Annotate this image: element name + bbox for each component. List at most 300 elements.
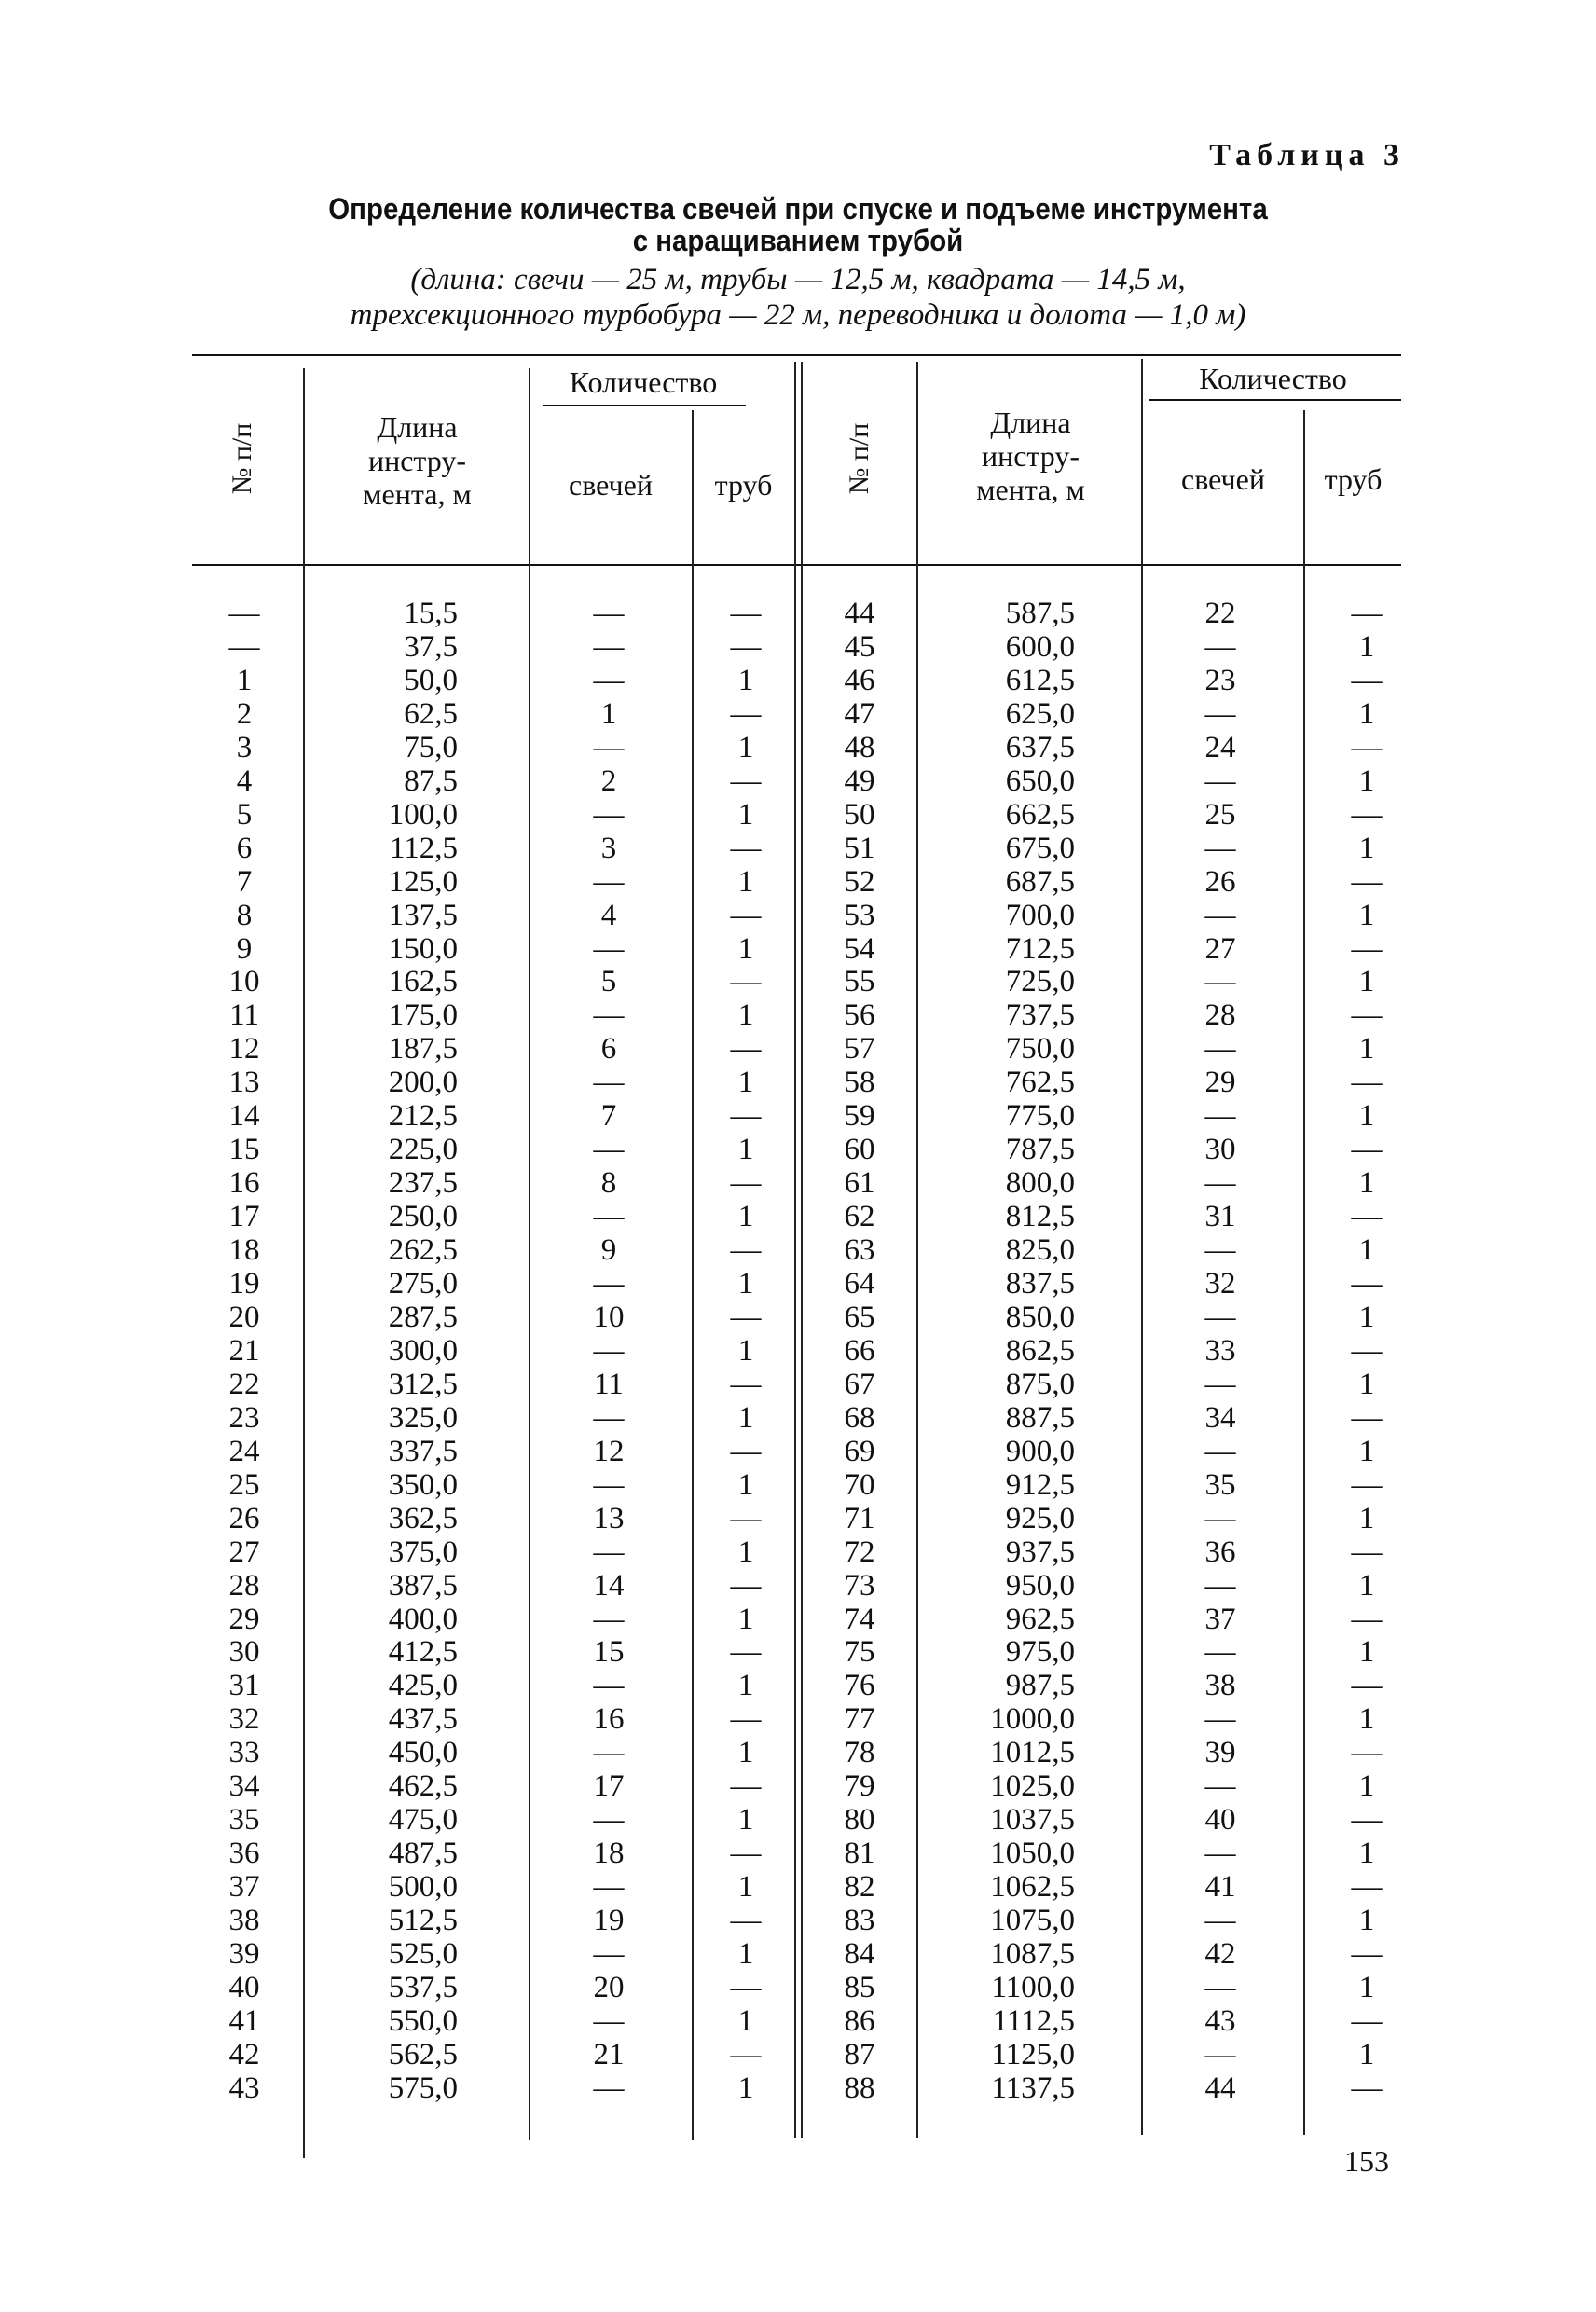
row-number: 70 [844,1467,875,1502]
tool-length: 762,5 [1005,1066,1075,1100]
tool-length: 1062,5 [990,1870,1075,1905]
row-number: 15 [228,1133,260,1167]
tool-length: 787,5 [1005,1133,1075,1167]
tool-length: 662,5 [1005,797,1075,832]
pipes-count: 1 [737,663,754,697]
pipes-count: — [1351,1870,1383,1905]
tool-length: 150,0 [388,931,458,966]
pipes-count: 1 [1358,1702,1375,1737]
tool-length: 612,5 [1005,663,1075,697]
tool-length: 325,0 [388,1400,458,1435]
tool-length: 975,0 [1005,1635,1075,1670]
pipes-count: — [1351,2071,1383,2105]
stands-count: — [1204,1635,1236,1670]
stands-count: 1 [600,696,617,731]
tool-length: 737,5 [1005,998,1075,1033]
pipes-count: 1 [737,931,754,966]
stands-count: — [1204,898,1236,932]
tool-length: 512,5 [388,1904,458,1938]
stands-count: 23 [1204,663,1236,697]
pipes-count: 1 [737,1669,754,1703]
tool-length: 287,5 [388,1300,458,1334]
stands-count: 40 [1204,1803,1236,1837]
tool-length: 1087,5 [990,1937,1075,1971]
pipes-count: — [730,1568,762,1603]
stands-count: 44 [1204,2071,1236,2105]
row-number: 46 [844,663,875,697]
stands-count: 30 [1204,1133,1236,1167]
pipes-count: 1 [1358,1501,1375,1535]
pipes-count: 1 [737,1870,754,1905]
tool-length: 725,0 [1005,965,1075,999]
pipes-count: — [730,965,762,999]
tool-length: 687,5 [1005,864,1075,899]
pipes-count: — [1351,1267,1383,1300]
tool-length: 912,5 [1005,1467,1075,1502]
tool-length: 337,5 [388,1434,458,1468]
row-number: 78 [844,1736,875,1770]
pipes-count: 1 [1358,831,1375,865]
header-bottom-rule [192,564,1401,566]
pipes-count: — [730,696,762,731]
row-number: 32 [228,1702,260,1737]
stands-count: 28 [1204,998,1236,1033]
tool-length: 575,0 [388,2071,458,2105]
stands-count: — [593,1133,625,1167]
tool-length: 937,5 [1005,1534,1075,1569]
tool-length: 637,5 [1005,730,1075,764]
pipes-count: — [1351,1602,1383,1636]
row-number: 35 [228,1803,260,1837]
pipes-count: — [730,898,762,932]
table-top-rule [192,354,1401,356]
stands-count: — [1204,831,1236,865]
tool-length: 50,0 [404,663,458,697]
pipes-count: 1 [1358,1434,1375,1468]
stands-count: — [593,597,625,630]
tool-length: 237,5 [388,1166,458,1201]
row-number: 27 [228,1534,260,1569]
row-number: 88 [844,2071,875,2105]
stands-count: — [593,730,625,764]
pipes-count: — [1351,1200,1383,1234]
tool-length: 550,0 [388,2003,458,2038]
row-number: 11 [229,998,259,1033]
tool-length: 462,5 [388,1769,458,1804]
row-number: 10 [228,965,260,999]
row-number: 25 [228,1467,260,1502]
pipes-count: — [1351,797,1383,832]
tool-length: 812,5 [1005,1200,1075,1234]
header-length-line: мента, м [363,477,472,511]
row-number: 29 [228,1602,260,1636]
table-title-line-1: Определение количества свечей при спуске и подъеме инструмента [328,192,1268,226]
tool-length: 362,5 [388,1501,458,1535]
pipes-count: — [730,1099,762,1134]
stands-count: 17 [593,1769,625,1804]
tool-length: 15,5 [404,597,458,630]
pipes-count: 1 [737,1267,754,1300]
pipes-count: 1 [1358,898,1375,932]
pipes-count: — [1351,931,1383,966]
stands-count: — [1204,1702,1236,1737]
tool-length: 837,5 [1005,1267,1075,1300]
pipes-count: — [1351,1333,1383,1368]
row-number: 58 [844,1066,875,1100]
row-number: 61 [844,1166,875,1201]
stands-count: — [593,1066,625,1100]
pipes-count: — [1351,998,1383,1033]
row-number: 63 [844,1233,875,1268]
stands-count: — [593,629,625,664]
tool-length: 312,5 [388,1367,458,1401]
row-number: 86 [844,2003,875,2038]
stands-count: 13 [593,1501,625,1535]
tool-length: 112,5 [389,831,458,865]
header-length-line: Длина [990,406,1071,439]
row-number: 39 [228,1937,260,1971]
tool-length: 500,0 [388,1870,458,1905]
stands-count: 19 [593,1904,625,1938]
header-length-line: инстру- [367,444,467,477]
tool-length: 1137,5 [991,2071,1075,2105]
tool-length: 212,5 [388,1099,458,1134]
stands-count: 22 [1204,597,1236,630]
tool-length: 1050,0 [990,1837,1075,1871]
pipes-count: 1 [1358,629,1375,664]
row-number: 68 [844,1400,875,1435]
row-number: 6 [236,831,253,865]
row-number: 14 [228,1099,260,1134]
stands-count: — [1204,1367,1236,1401]
stands-count: — [593,1400,625,1435]
tool-length: 375,0 [388,1534,458,1569]
row-number: 22 [228,1367,260,1401]
tool-length: 125,0 [388,864,458,899]
row-number: 8 [236,898,253,932]
pipes-count: — [730,1837,762,1871]
stands-count: 26 [1204,864,1236,899]
tool-length: 100,0 [388,797,458,832]
row-number: 1 [236,663,253,697]
stands-count: 2 [600,764,617,798]
tool-length: 1012,5 [990,1736,1075,1770]
tool-length: 425,0 [388,1669,458,1703]
row-number: 80 [844,1803,875,1837]
tool-length: 300,0 [388,1333,458,1368]
tool-length: 475,0 [388,1803,458,1837]
header-length-line: Длина [377,410,458,444]
pipes-count: — [1351,1066,1383,1100]
row-number: — [228,597,260,630]
stands-count: 8 [600,1166,617,1201]
stands-count: — [1204,629,1236,664]
tool-length: 587,5 [1005,597,1075,630]
header-pipes-left: труб [714,468,773,502]
pipes-count: 1 [1358,1300,1375,1334]
stands-count: 3 [600,831,617,865]
tool-length: 200,0 [388,1066,458,1100]
stands-count: — [593,2003,625,2038]
column-divider [529,368,530,2140]
table-label: Таблица 3 [1209,138,1405,172]
pipes-count: 1 [737,797,754,832]
pipes-count: 1 [737,2071,754,2105]
pipes-count: 1 [737,1066,754,1100]
row-number: 43 [228,2071,260,2105]
row-number: 24 [228,1434,260,1468]
stands-count: — [1204,965,1236,999]
tool-length: 600,0 [1005,629,1075,664]
pipes-count: — [730,1970,762,2004]
row-number: 13 [228,1066,260,1100]
row-number: 19 [228,1267,260,1300]
stands-count: 27 [1204,931,1236,966]
row-number: 20 [228,1300,260,1334]
stands-count: — [1204,1769,1236,1804]
pipes-count: — [1351,663,1383,697]
stands-count: 21 [593,2037,625,2071]
stands-count: 20 [593,1970,625,2004]
tool-length: 75,0 [404,730,458,764]
row-number: 81 [844,1837,875,1871]
header-length-left [308,410,527,511]
header-number-right: № п/п [844,422,874,495]
tool-length: 62,5 [404,696,458,731]
row-number: 52 [844,864,875,899]
stands-count: — [1204,2037,1236,2071]
row-number: 21 [228,1333,260,1368]
tool-length: 1037,5 [990,1803,1075,1837]
row-number: 84 [844,1937,875,1971]
row-number: 18 [228,1233,260,1268]
row-number: 74 [844,1602,875,1636]
tool-length: 487,5 [388,1837,458,1871]
pipes-count: — [1351,730,1383,764]
stands-count: — [593,1736,625,1770]
row-number: 26 [228,1501,260,1535]
pipes-count: 1 [737,1333,754,1368]
row-number: 41 [228,2003,260,2038]
header-stands-right: свечей [1181,462,1265,496]
pipes-count: 1 [1358,1568,1375,1603]
tool-length: 875,0 [1005,1367,1075,1401]
tool-length: 675,0 [1005,831,1075,865]
pipes-count: 1 [1358,965,1375,999]
row-number: 4 [236,764,253,798]
stands-count: — [1204,1434,1236,1468]
row-number: 5 [236,797,253,832]
tool-length: 750,0 [1005,1032,1075,1067]
row-number: 71 [844,1501,875,1535]
tool-length: 887,5 [1005,1400,1075,1435]
row-number: 37 [228,1870,260,1905]
pipes-count: 1 [737,1602,754,1636]
pipes-count: 1 [737,2003,754,2038]
stands-count: 16 [593,1702,625,1737]
row-number: 48 [844,730,875,764]
row-number: 66 [844,1333,875,1368]
row-number: 76 [844,1669,875,1703]
pipes-count: 1 [737,864,754,899]
stands-count: — [1204,1166,1236,1201]
table-title-line-2: с наращиванием трубой [632,224,964,257]
pipes-count: 1 [737,1133,754,1167]
stands-count: — [1204,1837,1236,1871]
row-number: 33 [228,1736,260,1770]
tool-length: 562,5 [388,2037,458,2071]
stands-count: 43 [1204,2003,1236,2038]
stands-count: 31 [1204,1200,1236,1234]
row-number: 83 [844,1904,875,1938]
row-number: 50 [844,797,875,832]
row-number: 31 [228,1669,260,1703]
pipes-count: — [730,1300,762,1334]
table-subtitle-line-1: (длина: свечи — 25 м, трубы — 12,5 м, квадрата — 14,5 м, [410,263,1186,296]
stands-count: — [593,998,625,1033]
pipes-count: — [1351,1133,1383,1167]
pipes-count: 1 [737,1534,754,1569]
stands-count: 25 [1204,797,1236,832]
header-stands-left: свечей [569,468,653,502]
quantity-rule-left [543,405,746,406]
pipes-count: — [1351,1736,1383,1770]
stands-count: — [593,1803,625,1837]
pipes-count: — [730,1367,762,1401]
row-number: 36 [228,1837,260,1871]
pipes-count: — [730,1501,762,1535]
tool-length: 712,5 [1005,931,1075,966]
stands-count: 7 [600,1099,617,1134]
pipes-count: 1 [1358,1635,1375,1670]
row-number: 9 [236,931,253,966]
stands-count: 4 [600,898,617,932]
stands-count: — [593,2071,625,2105]
pipes-count: — [1351,1937,1383,1971]
row-number: 16 [228,1166,260,1201]
row-number: 59 [844,1099,875,1134]
stands-count: — [593,1467,625,1502]
row-number: 82 [844,1870,875,1905]
stands-count: 36 [1204,1534,1236,1569]
pipes-count: — [1351,1400,1383,1435]
stands-count: — [1204,1970,1236,2004]
tool-length: 625,0 [1005,696,1075,731]
stands-count: 41 [1204,1870,1236,1905]
pipes-count: 1 [1358,1904,1375,1938]
tool-length: 162,5 [388,965,458,999]
pipes-count: 1 [1358,1099,1375,1134]
row-number: 3 [236,730,253,764]
stands-count: — [1204,696,1236,731]
stands-count: — [593,1200,625,1234]
pipes-count: 1 [737,1400,754,1435]
tool-length: 275,0 [388,1267,458,1300]
tool-length: 1125,0 [991,2037,1075,2071]
stands-count: — [1204,1568,1236,1603]
pipes-count: — [730,1233,762,1268]
stands-count: 42 [1204,1937,1236,1971]
tool-length: 1000,0 [990,1702,1075,1737]
tool-length: 1075,0 [990,1904,1075,1938]
pipes-count: — [1351,1803,1383,1837]
row-number: 49 [844,764,875,798]
row-number: 51 [844,831,875,865]
quantity-rule-right [1149,399,1401,401]
stands-count: 10 [593,1300,625,1334]
row-number: 54 [844,931,875,966]
stands-count: 5 [600,965,617,999]
tool-length: 850,0 [1005,1300,1075,1334]
row-number: 87 [844,2037,875,2071]
tool-length: 350,0 [388,1467,458,1502]
stands-count: — [1204,1099,1236,1134]
tool-length: 987,5 [1005,1669,1075,1703]
stands-count: 38 [1204,1669,1236,1703]
stands-count: 11 [594,1367,624,1401]
pipes-count: 1 [1358,1233,1375,1268]
column-divider [1303,410,1305,2135]
tool-length: 175,0 [388,998,458,1033]
pipes-count: 1 [1358,1837,1375,1871]
row-number: 60 [844,1133,875,1167]
tool-length: 1112,5 [992,2003,1075,2038]
stands-count: — [1204,1300,1236,1334]
stands-count: 9 [600,1233,617,1268]
tool-length: 700,0 [1005,898,1075,932]
tool-length: 187,5 [388,1032,458,1067]
table-subtitle-line-2: трехсекционного турбобура — 22 м, переводника и долота — 1,0 м) [350,298,1246,332]
tool-length: 800,0 [1005,1166,1075,1201]
stands-count: 18 [593,1837,625,1871]
row-number: 12 [228,1032,260,1067]
stands-count: — [593,1937,625,1971]
row-number: 73 [844,1568,875,1603]
stands-count: 15 [593,1635,625,1670]
pipes-count: — [730,2037,762,2071]
stands-count: — [593,931,625,966]
pipes-count: 1 [1358,1367,1375,1401]
header-length-line: инстру- [981,439,1080,473]
column-divider [1141,359,1143,2135]
stands-count: 12 [593,1434,625,1468]
row-number: 40 [228,1970,260,2004]
row-number: 57 [844,1032,875,1067]
pipes-count: — [730,764,762,798]
pipes-count: — [1351,1669,1383,1703]
pipes-count: 1 [737,1200,754,1234]
tool-length: 450,0 [388,1736,458,1770]
tool-length: 525,0 [388,1937,458,1971]
row-number: 7 [236,864,253,899]
tool-length: 1100,0 [991,1970,1075,2004]
header-quantity-right: Количество [1199,362,1347,395]
row-number: 53 [844,898,875,932]
tool-length: 862,5 [1005,1333,1075,1368]
row-number: 17 [228,1200,260,1234]
pipes-count: 1 [737,730,754,764]
pipes-count: 1 [737,1467,754,1502]
stands-count: — [1204,1904,1236,1938]
stands-count: — [593,1267,625,1300]
pipes-count: — [1351,1467,1383,1502]
stands-count: 6 [600,1032,617,1067]
row-number: 79 [844,1769,875,1804]
pipes-count: 1 [737,998,754,1033]
pipes-count: — [730,1769,762,1804]
pipes-count: — [730,1904,762,1938]
tool-length: 437,5 [388,1702,458,1737]
